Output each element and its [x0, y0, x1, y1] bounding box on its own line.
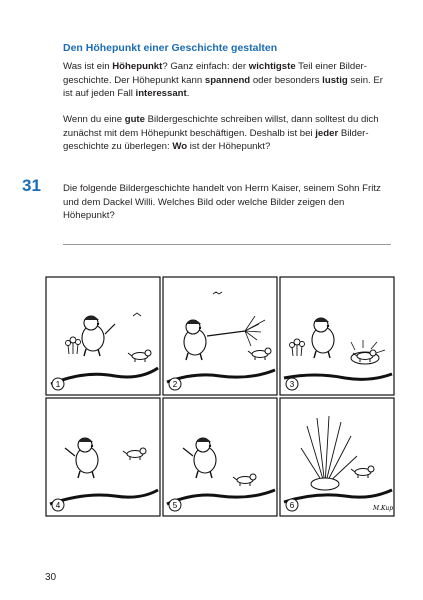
bold-term: spannend — [204, 74, 251, 86]
section-heading: Den Höhepunkt einer Geschichte gestalten — [63, 42, 278, 54]
text-run: oder besonders — [250, 74, 323, 86]
answer-line[interactable] — [63, 244, 391, 245]
artist-signature: M.Kup — [373, 505, 394, 512]
panel-number: 5 — [172, 501, 178, 510]
panel-number: 2 — [172, 380, 178, 389]
bold-term: gute — [124, 114, 145, 125]
page-number: 30 — [45, 572, 57, 583]
bold-term: Höhepunkt — [112, 61, 163, 72]
text-run: ist der Höhepunkt? — [187, 141, 271, 153]
bold-term: Wo — [172, 141, 188, 153]
panel-number: 3 — [289, 380, 295, 389]
comic-panel — [163, 277, 277, 395]
text-run: Was ist ein — [63, 61, 113, 72]
task-number: 31 — [22, 176, 41, 195]
text-run: Teil einer Bildergeschichte. Der Höhepunkt kann — [63, 61, 367, 86]
bold-term: wichtigste — [248, 61, 296, 72]
panel-number: 1 — [55, 380, 61, 389]
panel-number: 4 — [55, 501, 61, 510]
bold-term: interessant — [135, 88, 187, 100]
text-run: Wenn du eine — [63, 114, 125, 125]
comic-strip — [45, 276, 395, 518]
text-run: Bildergeschichte zu überlegen: — [63, 127, 369, 153]
panel-number: 6 — [289, 501, 295, 510]
intro-paragraph — [63, 60, 393, 101]
text-run: sein. Er ist auf jeden Fall — [63, 74, 383, 100]
bold-term: jeder — [315, 127, 339, 139]
task-question: Die folgende Bildergeschichte handelt von Herrn Kaiser, seinem Sohn Fritz und dem Dackel Willi. Welches Bild oder welche Bilder zeigen den Höhepunkt? — [63, 183, 381, 222]
comic-panel — [46, 277, 160, 395]
text-run: . — [186, 88, 190, 100]
comic-panel — [280, 398, 394, 516]
comic-panel — [46, 398, 160, 516]
comic-panel — [163, 398, 277, 516]
comic-panel — [280, 277, 394, 395]
text-run: Bildergeschichte schreiben willst, dann solltest du dich zunächst mit dem Höhepunkt beschäftigen. Deshalb ist bei — [63, 114, 379, 139]
advice-paragraph — [63, 113, 393, 154]
bold-term: lustig — [322, 74, 348, 86]
text-run: ? Ganz einfach: der — [162, 61, 249, 72]
